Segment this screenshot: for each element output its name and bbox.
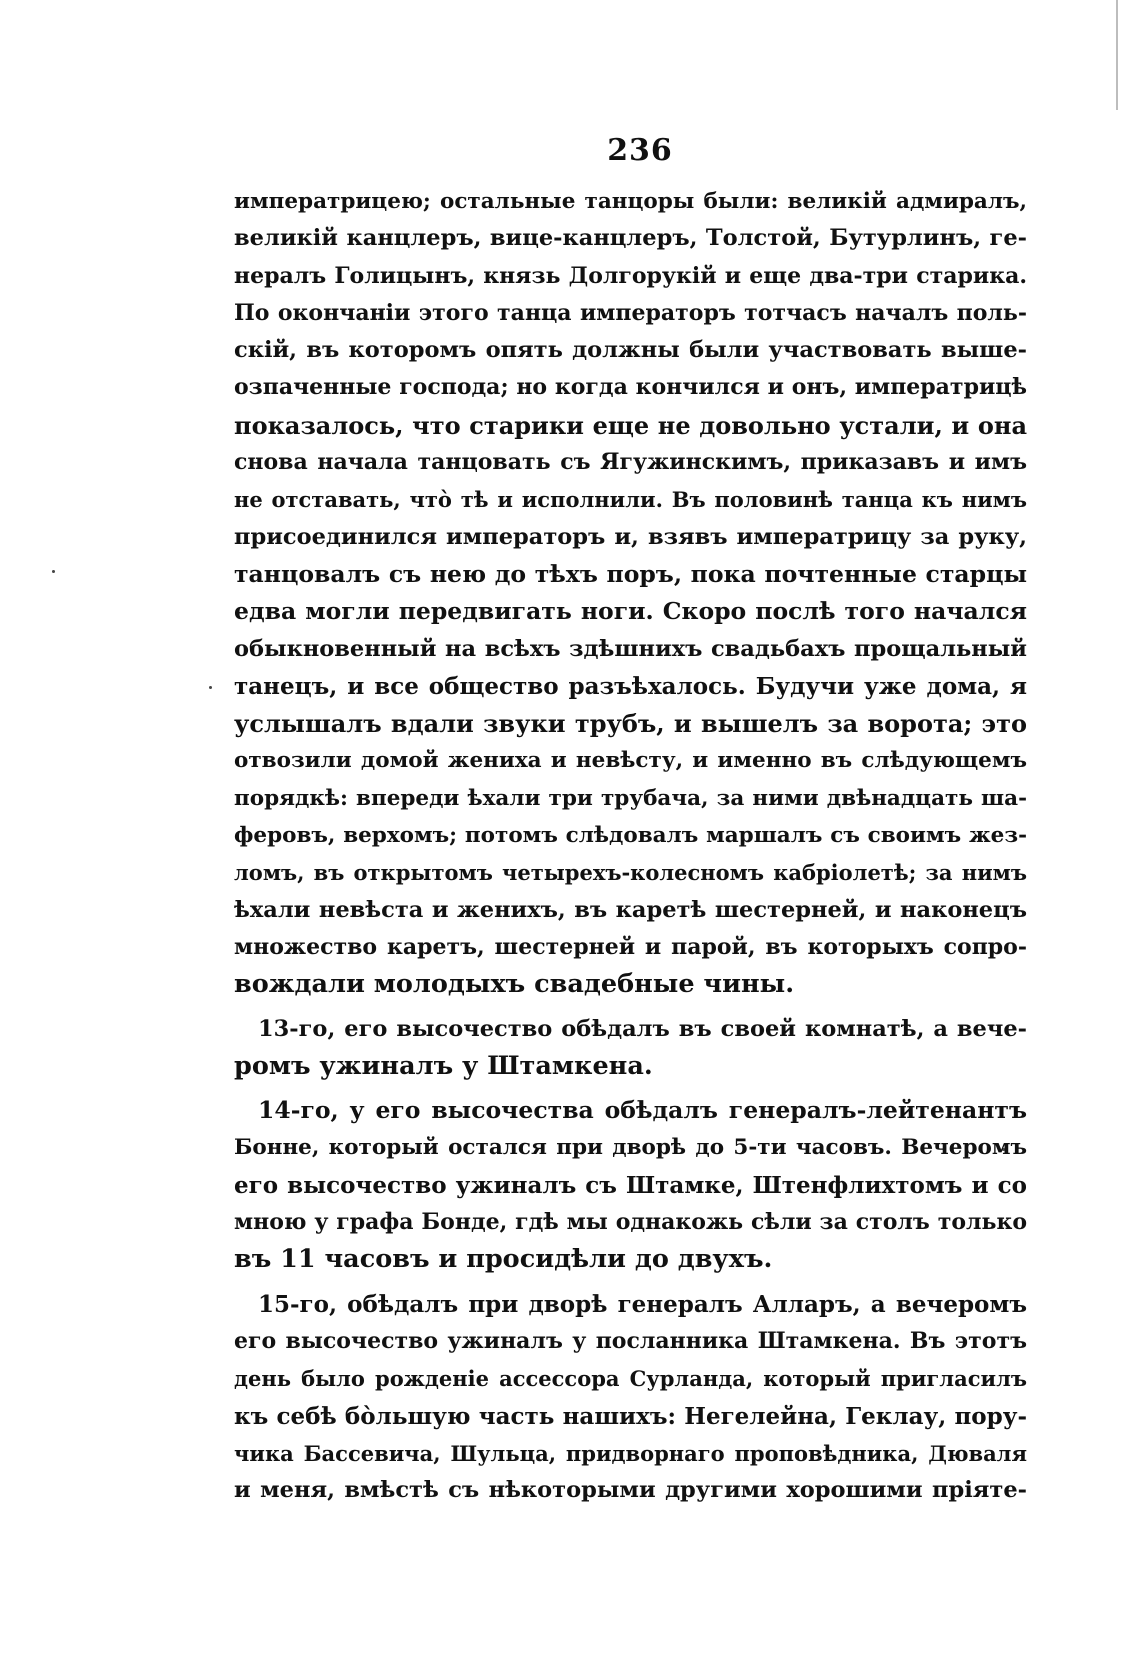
text-line: отвозили домой жениха и невѣсту, и именно въ слѣдующемъ	[234, 748, 1027, 774]
text-line: скій, въ которомъ опять должны были участвовать выше-	[234, 337, 1027, 364]
scan-speck	[52, 570, 55, 573]
page-number: 236	[607, 133, 673, 168]
text-line: озпаченные господа; но когда кончился и онъ, императрицѣ	[234, 374, 1027, 401]
text-line: Бонне, который остался при дворѣ до 5-ти часовъ. Вечеромъ	[234, 1135, 1027, 1161]
text-line: въ 11 часовъ и просидѣли до двухъ.	[234, 1244, 773, 1275]
paragraph	[234, 183, 1027, 1004]
text-line: 13-го, его высочество обѣдалъ въ своей комнатѣ, а вече-	[258, 1015, 1027, 1042]
text-line: обыкновенный на всѣхъ здѣшнихъ свадьбахъ прощальный	[234, 635, 1027, 662]
text-line: снова начала танцовать съ Ягужинскимъ, приказавъ и имъ	[234, 449, 1027, 476]
text-line: 14-го, у его высочества обѣдалъ генералъ-лейтенантъ	[258, 1096, 1027, 1125]
text-line: не отставать, что̀ тѣ и исполнили. Въ половинѣ танца къ нимъ	[234, 487, 1027, 513]
text-line: день было рожденіе ассессора Сурланда, который пригласилъ	[234, 1366, 1027, 1392]
text-line: показалось, что старики еще не довольно устали, и она	[234, 410, 1027, 440]
text-line: множество каретъ, шестерней и парой, въ которыхъ сопро-	[234, 933, 1027, 960]
body-text	[234, 183, 1027, 1509]
text-line: танецъ, и все общество разъѣхалось. Будучи уже дома, я	[234, 672, 1027, 700]
paragraph	[234, 1092, 1027, 1278]
text-line: мною у графа Бонде, гдѣ мы однакожь сѣли за столъ только	[234, 1209, 1027, 1236]
text-line: его высочество ужиналъ съ Штамке, Штенфлихтомъ и со	[234, 1171, 1027, 1199]
text-line: и меня, вмѣстѣ съ нѣкоторыми другими хорошими пріяте-	[234, 1477, 1027, 1504]
paragraph	[234, 1011, 1027, 1086]
text-line: ѣхали невѣста и женихъ, въ каретѣ шестерней, и наконецъ	[234, 896, 1027, 923]
scan-speck	[209, 686, 212, 689]
text-line: феровъ, верхомъ; потомъ слѣдовалъ маршалъ съ своимъ жез-	[234, 823, 1027, 849]
text-line: чика Бассевича, Шульца, придворнаго проповѣдника, Дюваля	[234, 1440, 1027, 1466]
text-line: присоединился императоръ и, взявъ императрицу за руку,	[234, 523, 1027, 550]
text-line: услышалъ вдали звуки трубъ, и вышелъ за ворота; это	[234, 709, 1027, 739]
text-line: ломъ, въ открытомъ четырехъ-колесномъ кабріолетѣ; за нимъ	[234, 860, 1027, 886]
text-line: танцовалъ съ нею до тѣхъ поръ, пока почтенные старцы	[234, 559, 1027, 588]
text-line: По окончаніи этого танца императоръ тотчасъ началъ поль-	[234, 299, 1027, 326]
text-line: порядкѣ: впереди ѣхали три трубача, за ними двѣнадцать ша-	[234, 785, 1027, 811]
text-line: императрицею; остальные танцоры были: великій адмиралъ,	[234, 189, 1027, 214]
text-line: 15-го, обѣдалъ при дворѣ генералъ Алларъ, а вечеромъ	[258, 1290, 1027, 1318]
text-line: ромъ ужиналъ у Штамкена.	[234, 1050, 653, 1081]
text-line: великій канцлеръ, вице-канцлеръ, Толстой, Бутурлинъ, ге-	[234, 225, 1027, 252]
text-line: нералъ Голицынъ, князь Долгорукій и еще два-три старика.	[234, 262, 1027, 289]
text-line: его высочество ужиналъ у посланника Штамкена. Въ этотъ	[234, 1327, 1027, 1354]
text-line: вождали молодыхъ свадебные чины.	[234, 969, 795, 1000]
paragraph	[234, 1286, 1027, 1510]
page-edge-rule	[1116, 0, 1118, 110]
text-line: къ себѣ бо̀льшую часть нашихъ: Негелейна, Геклау, пору-	[234, 1402, 1027, 1430]
text-line: едва могли передвигать ноги. Скоро послѣ того начался	[234, 597, 1027, 626]
